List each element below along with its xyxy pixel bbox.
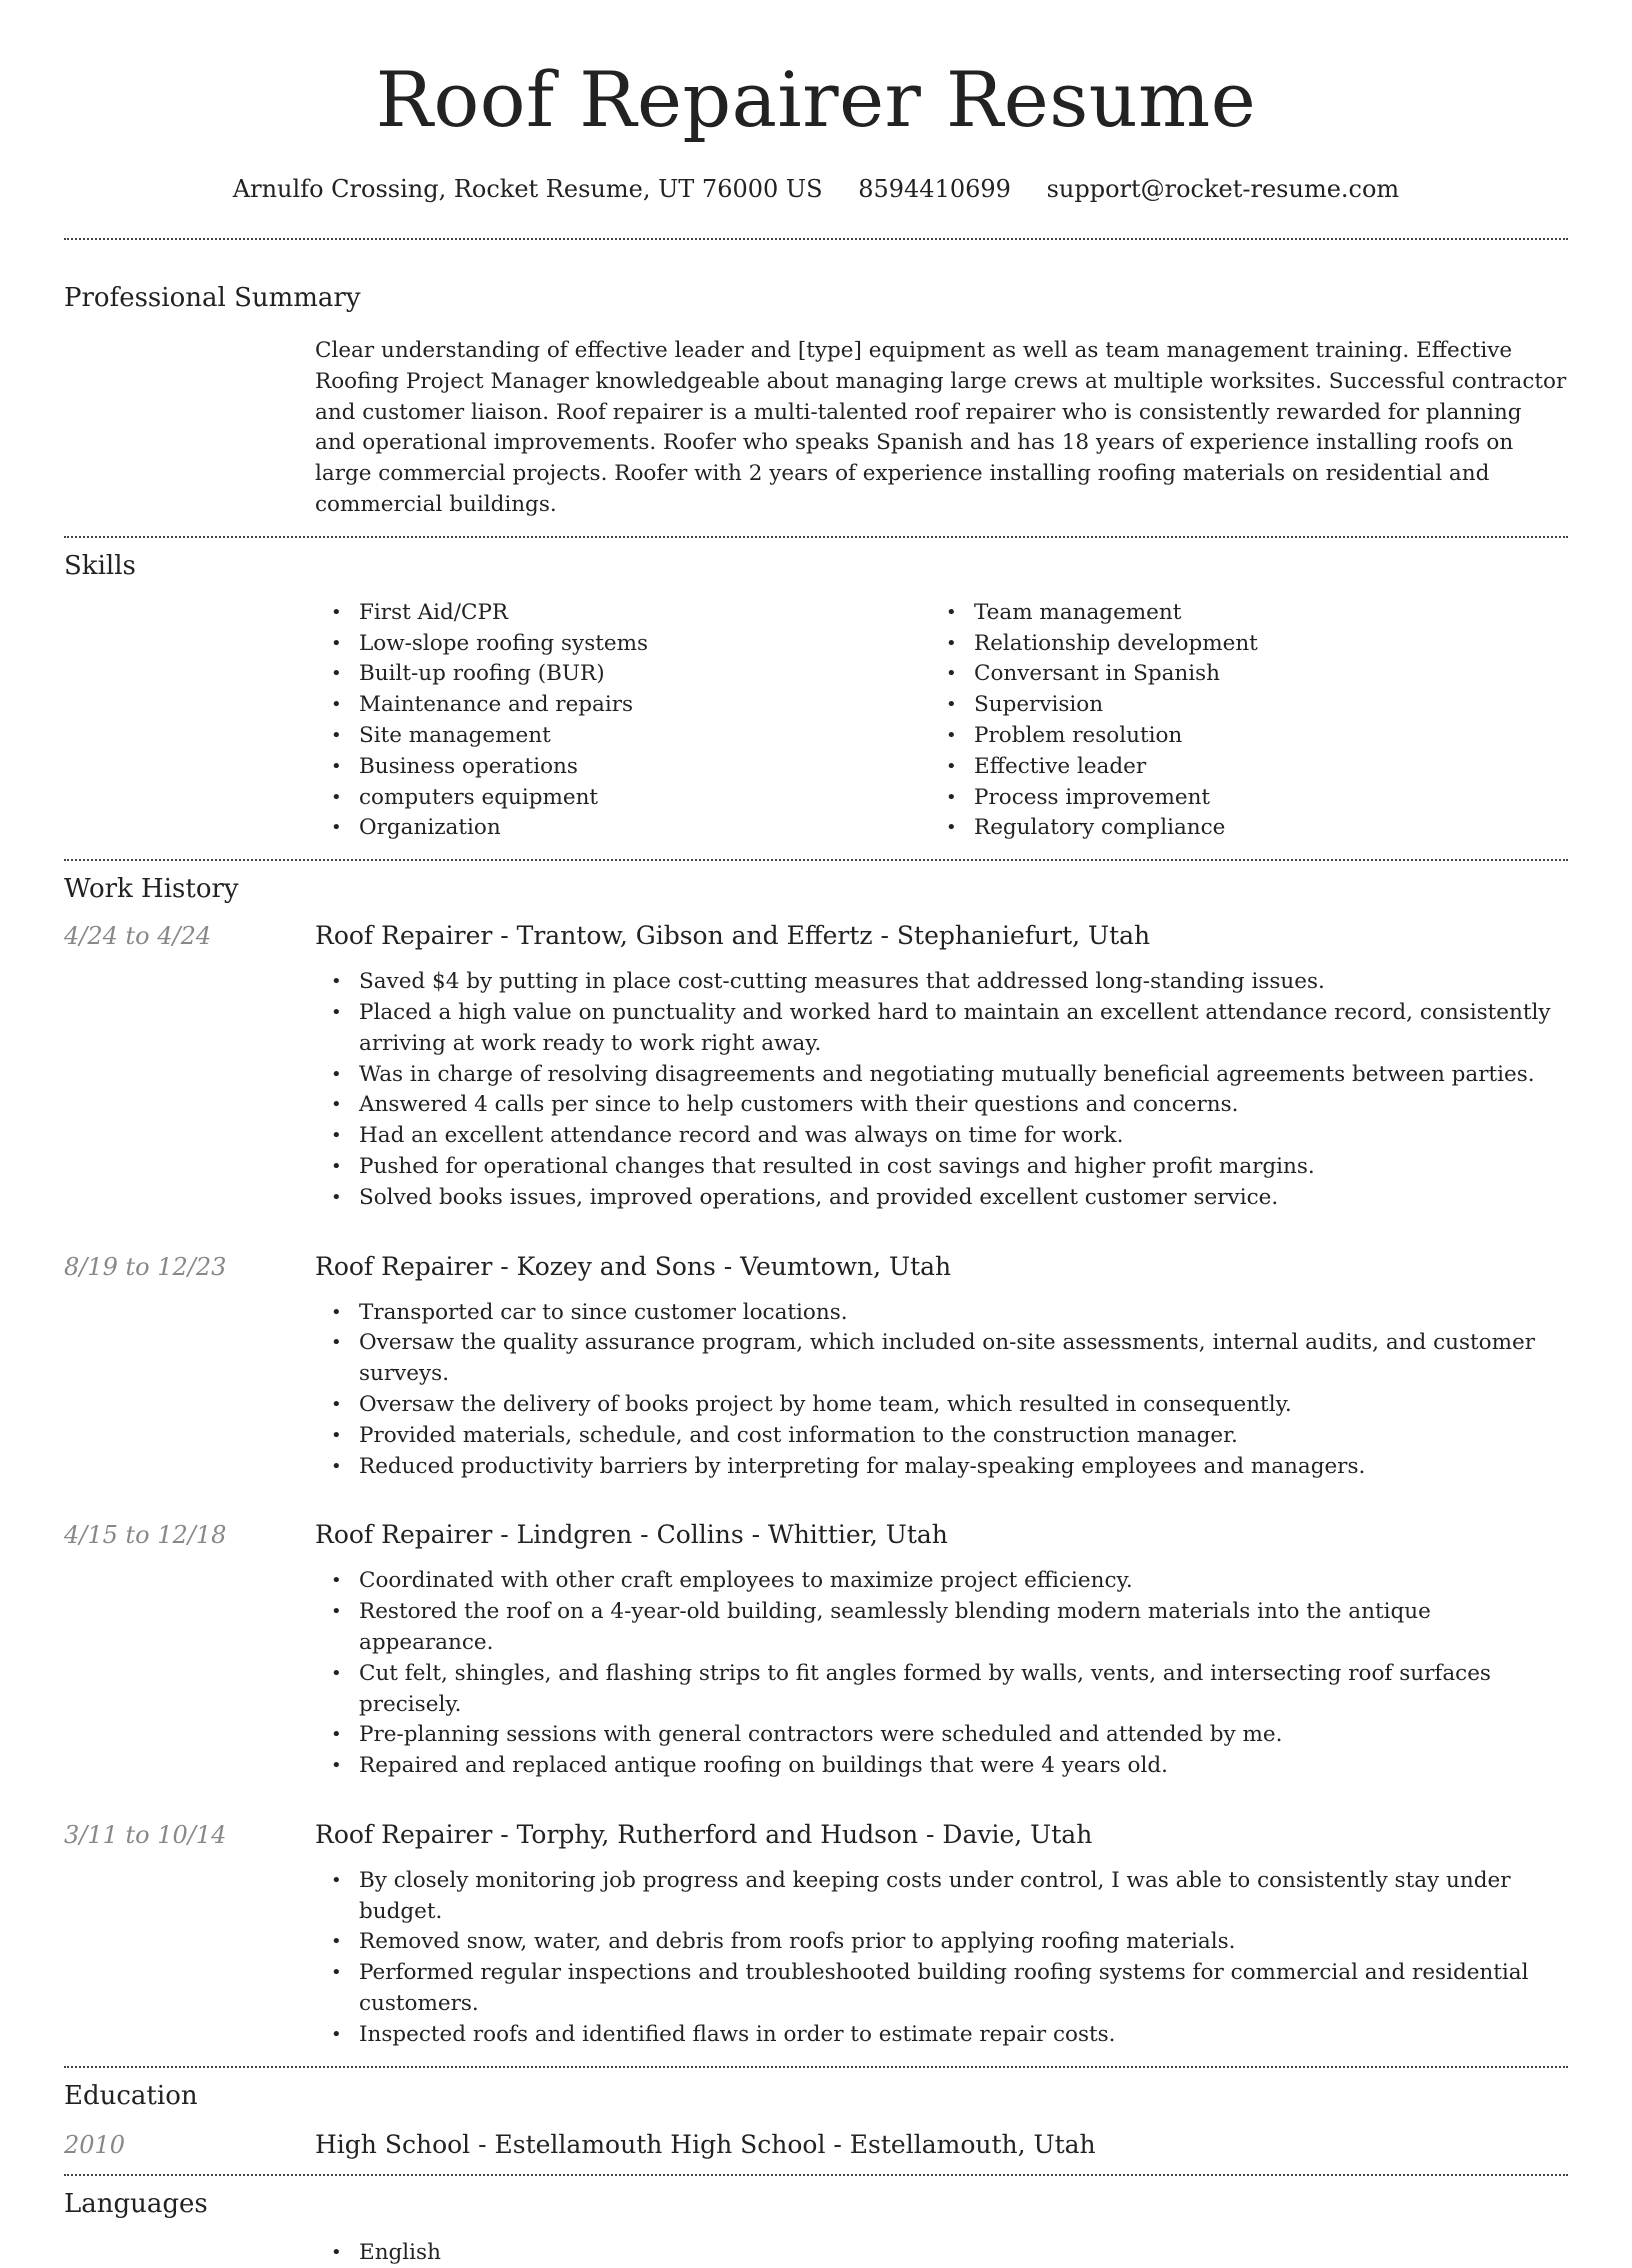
- skills-column-left: [315, 598, 930, 844]
- contact-phone: 8594410699: [858, 175, 1011, 203]
- education-year: 2010: [64, 2130, 126, 2159]
- language-item: • English: [315, 2238, 1568, 2268]
- summary-text: Clear understanding of effective leader and [type] equipment as well as team management training. Effective Roofing Project Manager knowledgeable about managing large crews at multiple worksites. Successful contractor and customer liaison. Roof repairer is a multi-talented roof repairer who is consistently rewarded for planning and operational improvements. Roofer who speaks Spanish and has 18 years of experience installing roofs on large commercial projects. Roofer with 2 years of experience installing roofing materials on residential and commercial buildings.: [315, 338, 1567, 517]
- languages-list: [315, 2238, 1568, 2268]
- job-bullets: [315, 1866, 1568, 2051]
- education-title: High School - Estellamouth High School - Estellamouth, Utah: [315, 2129, 1096, 2159]
- work-history-section: [64, 861, 1568, 2051]
- skill-item: • Site management: [315, 721, 930, 752]
- job-bullets: [315, 967, 1568, 1213]
- skill-item: • Business operations: [315, 752, 930, 783]
- skill-item: • Relationship development: [930, 629, 1545, 660]
- job-bullet: • Solved books issues, improved operations, and provided excellent customer service.: [315, 1183, 1568, 1214]
- job-title: Roof Repairer - Trantow, Gibson and Effertz - Stephaniefurt, Utah: [315, 921, 1151, 951]
- education-section: [64, 2068, 1568, 2162]
- job-bullets: [315, 1298, 1568, 1483]
- skill-item: • computers equipment: [315, 783, 930, 814]
- contact-email: support@rocket-resume.com: [1046, 175, 1400, 203]
- languages-section: [64, 2176, 1568, 2268]
- contact-address: Arnulfo Crossing, Rocket Resume, UT 76000 US: [232, 175, 823, 203]
- job-entry: [64, 1818, 1568, 2051]
- skill-item: • First Aid/CPR: [315, 598, 930, 629]
- skill-item: • Maintenance and repairs: [315, 690, 930, 721]
- job-bullet: • Saved $4 by putting in place cost-cutting measures that addressed long-standing issues.: [315, 967, 1568, 998]
- job-title: Roof Repairer - Torphy, Rutherford and Hudson - Davie, Utah: [315, 1819, 1093, 1849]
- skills-column-right: [930, 598, 1545, 844]
- job-bullet: • Repaired and replaced antique roofing on buildings that were 4 years old.: [315, 1751, 1568, 1782]
- skills-section: [64, 538, 1568, 844]
- job-bullet: • Was in charge of resolving disagreements and negotiating mutually beneficial agreements between parties.: [315, 1060, 1568, 1091]
- job-dates: 3/11 to 10/14: [64, 1820, 227, 1849]
- contact-line: [64, 174, 1568, 204]
- job-dates: 4/24 to 4/24: [64, 922, 212, 951]
- skill-item: • Supervision: [930, 690, 1545, 721]
- skill-item: • Organization: [315, 813, 930, 844]
- skill-item: • Effective leader: [930, 752, 1545, 783]
- job-bullet: • Removed snow, water, and debris from roofs prior to applying roofing materials.: [315, 1927, 1568, 1958]
- job-bullet: • Answered 4 calls per since to help customers with their questions and concerns.: [315, 1090, 1568, 1121]
- job-bullet: • Had an excellent attendance record and was always on time for work.: [315, 1121, 1568, 1152]
- resume-title: Roof Repairer Resume: [375, 55, 1257, 144]
- job-bullet: • Oversaw the quality assurance program, which included on-site assessments, internal audits, and customer surveys.: [315, 1328, 1568, 1390]
- summary-section: [64, 240, 1568, 521]
- job-title: Roof Repairer - Lindgren - Collins - Whittier, Utah: [315, 1520, 948, 1550]
- job-bullet: • Placed a high value on punctuality and worked hard to maintain an excellent attendance record, consistently arriving at work ready to work right away.: [315, 998, 1568, 1060]
- job-dates: 4/15 to 12/18: [64, 1521, 227, 1550]
- job-entry: [64, 1518, 1568, 1782]
- job-bullets: [315, 1566, 1568, 1782]
- job-bullet: • Pushed for operational changes that resulted in cost savings and higher profit margins.: [315, 1152, 1568, 1183]
- job-bullet: • Provided materials, schedule, and cost information to the construction manager.: [315, 1421, 1568, 1452]
- section-heading-skills: Skills: [64, 550, 136, 581]
- section-heading-languages: Languages: [64, 2188, 208, 2219]
- job-bullet: • Pre-planning sessions with general contractors were scheduled and attended by me.: [315, 1720, 1568, 1751]
- job-bullet: • Performed regular inspections and troubleshooted building roofing systems for commercial and residential customers.: [315, 1958, 1568, 2020]
- skill-item: • Problem resolution: [930, 721, 1545, 752]
- section-heading-summary: Professional Summary: [64, 283, 361, 313]
- job-bullet: • Cut felt, shingles, and flashing strips to fit angles formed by walls, vents, and intersecting roof surfaces precisely.: [315, 1659, 1568, 1721]
- job-dates: 8/19 to 12/23: [64, 1252, 227, 1281]
- job-bullet: • Transported car to since customer locations.: [315, 1298, 1568, 1329]
- skill-item: • Built-up roofing (BUR): [315, 659, 930, 690]
- job-entry: [64, 919, 1568, 1213]
- job-bullet: • By closely monitoring job progress and keeping costs under control, I was able to consistently stay under budget.: [315, 1866, 1568, 1928]
- skill-item: • Low-slope roofing systems: [315, 629, 930, 660]
- job-title: Roof Repairer - Kozey and Sons - Veumtown, Utah: [315, 1251, 952, 1281]
- skill-item: • Regulatory compliance: [930, 813, 1545, 844]
- job-bullet: • Oversaw the delivery of books project by home team, which resulted in consequently.: [315, 1390, 1568, 1421]
- section-heading-work-history: Work History: [64, 874, 239, 905]
- job-entry: [64, 1250, 1568, 1483]
- section-heading-education: Education: [64, 2080, 198, 2111]
- skills-grid: [315, 598, 1568, 844]
- skill-item: • Team management: [930, 598, 1545, 629]
- skill-item: • Process improvement: [930, 783, 1545, 814]
- job-bullet: • Coordinated with other craft employees to maximize project efficiency.: [315, 1566, 1568, 1597]
- skill-item: • Conversant in Spanish: [930, 659, 1545, 690]
- job-bullet: • Restored the roof on a 4-year-old building, seamlessly blending modern materials into the antique appearance.: [315, 1597, 1568, 1659]
- education-entry: [64, 2128, 1568, 2162]
- job-bullet: • Reduced productivity barriers by interpreting for malay-speaking employees and managers.: [315, 1452, 1568, 1483]
- job-bullet: • Inspected roofs and identified flaws in order to estimate repair costs.: [315, 2020, 1568, 2051]
